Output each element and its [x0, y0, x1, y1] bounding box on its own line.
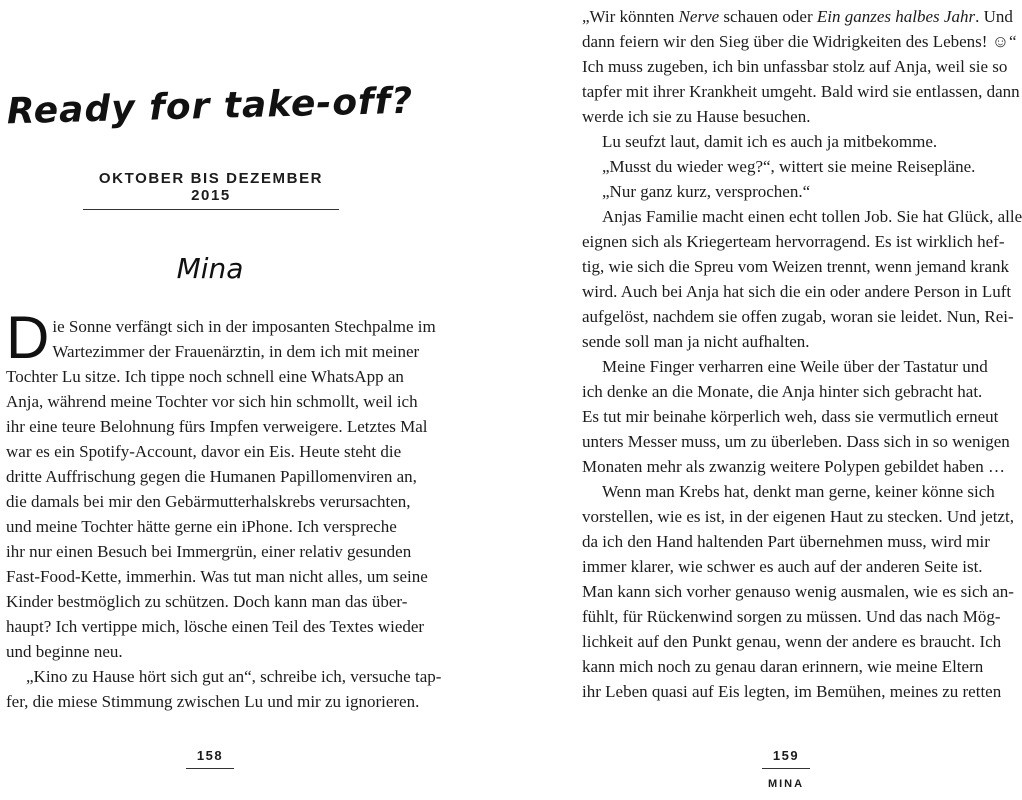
text-line: Meine Finger verharren eine Weile über der Tastatur und [602, 357, 988, 376]
text-line: ihr nur einen Besuch bei Immergrün, einer relativ gesunden [6, 542, 412, 561]
text-line: ihr Leben quasi auf Eis legten, im Bemühen, meines zu retten [582, 682, 1002, 701]
page-number [186, 748, 234, 769]
text-line: immer klarer, wie schwer es auch auf der anderen Seite ist. [582, 557, 983, 576]
right-body-text [582, 4, 1022, 704]
chapter-title: Ready for take-off? [6, 80, 414, 133]
text-line: ie Sonne verfängt sich in der imposanten Stechpalme im [52, 317, 436, 336]
text-line: Wartezimmer der Frauenärztin, in dem ich mit meiner [52, 342, 420, 361]
text-line: tapfer mit ihrer Krankheit umgeht. Bald wird sie entlassen, dann [582, 82, 1020, 101]
text-line: Tochter Lu sitze. Ich tippe noch schnell eine WhatsApp an [6, 367, 404, 386]
text-run: „Wir könnten [582, 7, 679, 26]
text-line: werde ich sie zu Hause besuchen. [582, 107, 811, 126]
left-page [0, 0, 500, 800]
text-line: Anja, während meine Tochter vor sich hin schmollt, weil ich [6, 392, 418, 411]
text-line: Anjas Familie macht einen echt tollen Job. Sie hat Glück, alle [602, 207, 1022, 226]
page-number-value: 159 [762, 748, 810, 769]
text-line: dann feiern wir den Sieg über die Widrigkeiten des Lebens! ☺“ [582, 32, 1017, 51]
text-line: lichkeit auf den Punkt genau, wenn der andere es braucht. Ich [582, 632, 1002, 651]
text-line: „Nur ganz kurz, versprochen.“ [602, 182, 811, 201]
text-line: sende soll man ja nicht aufhalten. [582, 332, 810, 351]
text-line: fer, die miese Stimmung zwischen Lu und mir zu ignorieren. [6, 692, 420, 711]
text-run: . Und [975, 7, 1013, 26]
text-line: unters Messer muss, um zu überleben. Dass sich in so wenigen [582, 432, 1010, 451]
text-line: wird. Auch bei Anja hat sich die ein oder andere Person in Luft [582, 282, 1012, 301]
text-line: Lu seufzt laut, damit ich es auch ja mitbekomme. [602, 132, 938, 151]
text-line: ich denke an die Monate, die Anja hinter sich gebracht hat. [582, 382, 983, 401]
text-line: da ich den Hand haltenden Part übernehmen muss, wird mir [582, 532, 990, 551]
film-title: Nerve [678, 7, 720, 26]
text-line: Kinder bestmöglich zu schützen. Doch kann man das über- [6, 592, 408, 611]
page-number-value: 158 [186, 748, 234, 769]
text-line: dritte Auffrischung gegen die Humanen Papillomenviren an, [6, 467, 417, 486]
running-head: MINA [767, 778, 805, 790]
drop-cap: D [6, 304, 50, 371]
text-line: fühlt, für Rückenwind sorgen zu müssen. Und das nach Mög- [582, 607, 1001, 626]
text-line: und meine Tochter hätte gerne ein iPhone. Ich verspreche [6, 517, 397, 536]
right-page [500, 0, 1022, 800]
text-line: „Kino zu Hause hört sich gut an“, schreibe ich, versuche tap- [26, 667, 442, 686]
text-line: aufgelöst, nachdem sie offen zugab, woran sie leidet. Nun, Rei- [582, 307, 1014, 326]
text-line: war es ein Spotify-Account, davor ein Eis. Heute steht die [6, 442, 402, 461]
text-line: vorstellen, wie es ist, in der eigenen Haut zu stecken. Und jetzt, [582, 507, 1014, 526]
page-number [762, 748, 810, 769]
text-line: „Musst du wieder weg?“, wittert sie meine Reisepläne. [602, 157, 976, 176]
text-line: eignen sich als Kriegerteam hervorragend. Es ist wirklich hef- [582, 232, 1005, 251]
text-line: die damals bei mir den Gebärmutterhalskrebs verursachten, [6, 492, 411, 511]
text-line: Es tut mir beinahe körperlich weh, dass sie vermutlich erneut [582, 407, 999, 426]
film-title: Ein ganzes halbes Jahr [816, 7, 976, 26]
text-line: Wenn man Krebs hat, denkt man gerne, keiner könne sich [602, 482, 995, 501]
text-line [582, 4, 1013, 29]
text-line: Fast-Food-Kette, immerhin. Was tut man nicht alles, um seine [6, 567, 428, 586]
text-line: Man kann sich vorher genauso wenig ausmalen, wie es sich an- [582, 582, 1014, 601]
text-line: ihr eine teure Belohnung fürs Impfen verweigere. Letztes Mal [6, 417, 428, 436]
text-line: Ich muss zugeben, ich bin unfassbar stolz auf Anja, weil sie so [582, 57, 1008, 76]
chapter-subtitle: OKTOBER BIS DEZEMBER 2015 [83, 170, 339, 210]
text-line: tig, wie sich die Spreu vom Weizen trennt, wenn jemand krank [582, 257, 1009, 276]
text-line: haupt? Ich vertippe mich, lösche einen Teil des Textes wieder [6, 617, 425, 636]
text-run: schauen oder [719, 7, 817, 26]
text-line: kann mich noch zu genau daran erinnern, wie meine Eltern [582, 657, 984, 676]
left-body-text [6, 304, 442, 714]
text-line: und beginne neu. [6, 642, 123, 661]
chapter-name: Mina [176, 252, 244, 285]
text-line: Monaten mehr als zwanzig weitere Polypen gebildet haben … [582, 457, 1005, 476]
